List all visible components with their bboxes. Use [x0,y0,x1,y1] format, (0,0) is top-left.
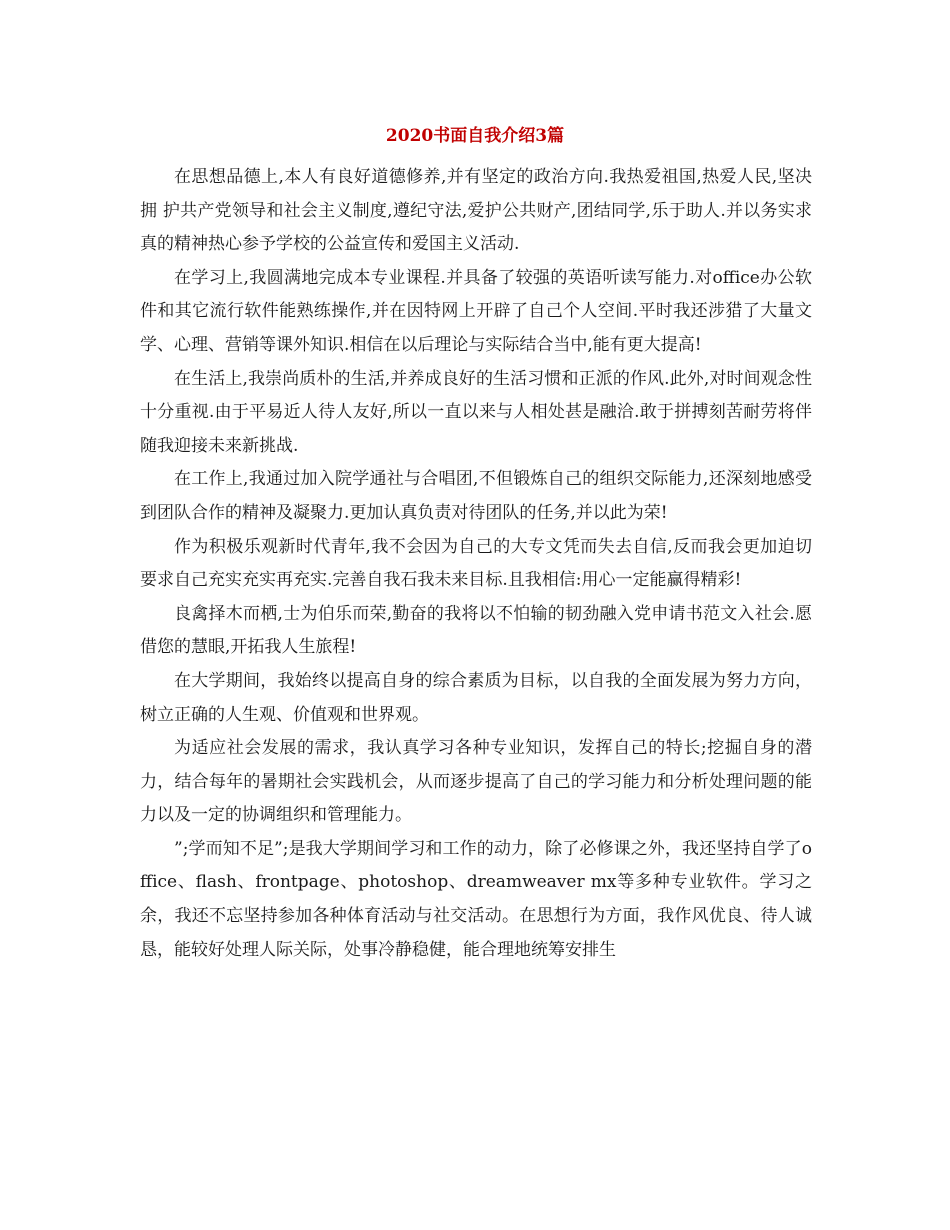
paragraph-adapt: 为适应社会发展的需求，我认真学习各种专业知识，发挥自己的特长;挖掘自身的潜力，结合每年的暑期社会实践机会，从而逐步提高了自己的学习能力和分析处理问题的能力以及一定的协调组织和管理能力。 [140,738,812,826]
document-title: 2020书面自我介绍3篇 [385,126,565,146]
paragraph-learning: ”;学而知不足”;是我大学期间学习和工作的动力，除了必修课之外，我还坚持自学了office、flash、frontpage、photoshop、dreamweaver mx等多种专业软件。学习之余，我还不忘坚持参加各种体育活动与社交活动。在思想行为方面，我作风优良、待人诚恳，能较好处理人际关际，处事冷静稳健，能合理地统筹安排生 [140,838,812,960]
paragraph-study: 在学习上,我圆满地完成本专业课程.并具备了较强的英语听读写能力.对office办公软件和其它流行软件能熟练操作,并在因特网上开辟了自己个人空间.平时我还涉猎了大量文学、心理、营销等课外知识.相信在以后理论与实际结合当中,能有更大提高! [140,267,812,355]
paragraph-life: 在生活上,我崇尚质朴的生活,并养成良好的生活习惯和正派的作风.此外,对时间观念性十分重视.由于平易近人待人友好,所以一直以来与人相处甚是融洽.敢于拼搏刻苦耐劳将伴随我迎接未来新挑战. [140,368,812,456]
paragraph-work: 在工作上,我通过加入院学通社与合唱团,不但锻炼自己的组织交际能力,还深刻地感受到团队合作的精神及凝聚力.更加认真负责对待团队的任务,并以此为荣! [140,469,812,523]
paragraph-youth: 作为积极乐观新时代青年,我不会因为自己的大专文凭而失去自信,反而我会更加迫切要求自己充实充实再充实.完善自我石我未来目标.且我相信:用心一定能赢得精彩! [140,536,812,591]
paragraph-society: 良禽择木而栖,士为伯乐而荣,勤奋的我将以不怕输的韧劲融入党申请书范文入社会.愿借您的慧眼,开拓我人生旅程! [140,603,812,658]
document-body [140,161,812,967]
paragraph-moral: 在思想品德上,本人有良好道德修养,并有坚定的政治方向.我热爱祖国,热爱人民,坚决拥 护共产党领导和社会主义制度,遵纪守法,爱护公共财产,团结同学,乐于助人.并以务实求真的精神热心参予学校的公益宣传和爱国主义活动. [140,167,812,255]
paragraph-university: 在大学期间，我始终以提高自身的综合素质为目标，以自我的全面发展为努力方向，树立正确的人生观、价值观和世界观。 [140,670,812,725]
